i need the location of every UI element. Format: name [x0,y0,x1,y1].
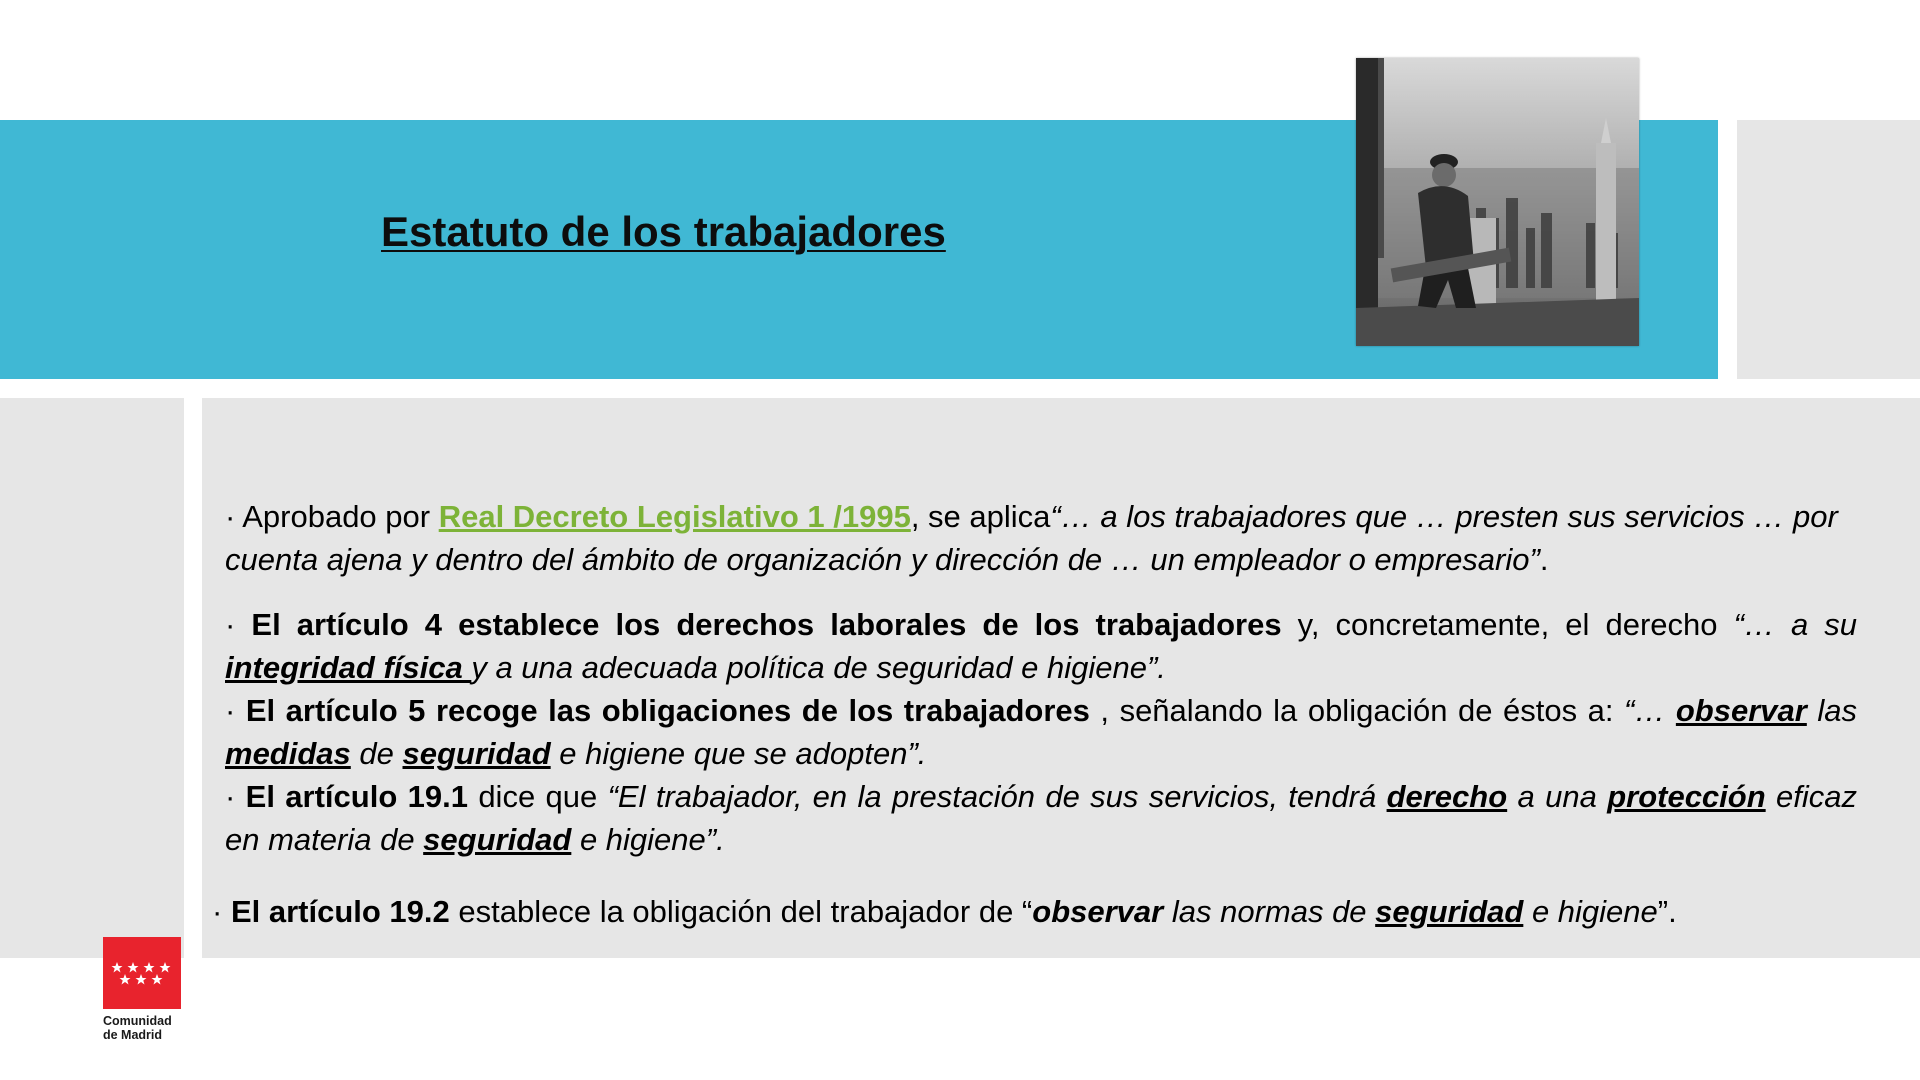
comunidad-madrid-logo-icon [103,937,181,1009]
paragraph-articulo-19-2: · El artículo 19.2 establece la obligación del trabajador de “observar las normas de seguridad e higiene”. [212,894,1677,929]
real-decreto-link[interactable]: Real Decreto Legislativo 1 /1995 [438,499,911,534]
band-side-block [1737,120,1920,379]
paragraph-articulo-5: · El artículo 5 recoge las obligaciones de los trabajadores , señalando la obligación de éstos a: “… observar las medidas de seguridad e higiene que se adopten”. [225,693,1857,771]
paragraph-real-decreto: · Aprobado por Real Decreto Legislativo 1 /1995, se aplica“… a los trabajadores que … presten sus servicios … por cuenta ajena y dentro del ámbito de organización y dirección de … un empleador o empresario”. [225,499,1838,577]
worker-skyline-photo [1356,58,1639,346]
paragraph-articulo-19-1: · El artículo 19.1 dice que “El trabajador, en la prestación de sus servicios, tendrá derecho a una protección eficaz en materia de seguridad e higiene”. [225,779,1857,857]
logo-caption: Comunidad de Madrid [103,1014,172,1042]
content-text [225,495,1857,861]
slide-title: Estatuto de los trabajadores [381,208,946,255]
left-grey-panel [0,398,184,958]
paragraph-articulo-4: · El artículo 4 establece los derechos laborales de los trabajadores y, concretamente, el derecho “… a su integridad física y a una adecuada política de seguridad e higiene”. [225,607,1857,685]
